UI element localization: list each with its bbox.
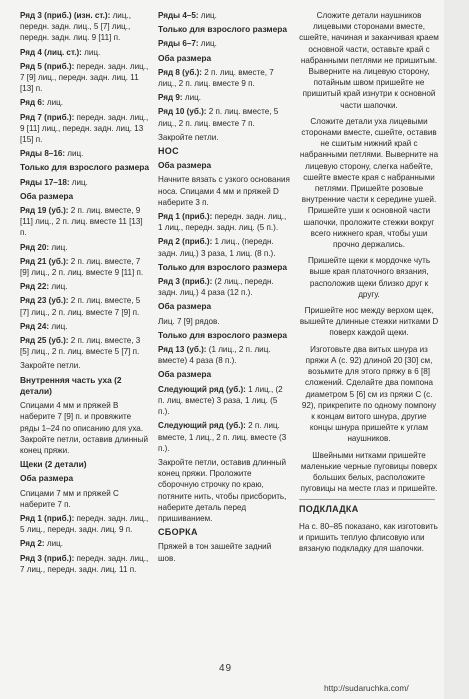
left-instruction (20, 295, 150, 317)
row-text: лиц. (49, 321, 68, 331)
assembly-paragraph: Сложите детали уха лицевыми сторонами вместе, сшейте, оставив не сшитым нижний край с набранными петлями. Выверните на лицевую сторону, слегка набейте, сшейте вместе края с набранными петлями. Пришейте розовые внутренние части к середине ушей. Пришейте уши к основной части шапочки, проложите стежки вокруг всего нижнего края, чтобы уши прочно держались. (299, 116, 439, 250)
column-left (20, 10, 150, 578)
row-text: 2 п. лиц. вместе, 3 [5] лиц., 2 п. лиц. вместе 5 [7] п. (20, 336, 141, 357)
middle-instruction (158, 10, 290, 21)
left-instruction (20, 400, 150, 456)
row-label: Ряд 25 (уб.): (20, 336, 69, 346)
row-label: Ряды 8–16: (20, 149, 66, 159)
middle-instruction (158, 344, 290, 366)
row-label: Ряд 20: (20, 242, 50, 252)
left-instruction (20, 538, 150, 549)
row-label: Ряд 3 (приб.) (изн. ст.): (20, 11, 111, 20)
assembly-instructions (299, 10, 439, 494)
row-text: лиц. (65, 149, 84, 159)
row-text: Закройте петли, оставив длинный конец пряжи. Проложите сборочную строчку по краю, потяните нить, чтобы присборить, наберите деталь перед пришиванием. (158, 457, 287, 523)
column-middle (158, 10, 290, 567)
row-label: Ряд 19 (уб.): (20, 206, 69, 216)
left-instruction (20, 242, 150, 253)
row-text: Закройте петли. (20, 361, 81, 371)
left-instruction (20, 112, 150, 146)
column-right (299, 10, 439, 559)
row-text: Спицами 7 мм и пряжей С наберите 7 п. (20, 488, 119, 509)
row-text: лиц., передн. задн. лиц., 5 [7] лиц., передн. задн. лиц. 9 [11] п. (20, 11, 131, 43)
left-instruction (20, 513, 150, 535)
left-subheading: Щеки (2 детали) (20, 459, 87, 470)
middle-instruction (158, 106, 290, 128)
left-instruction (20, 205, 150, 239)
row-text: лиц. (44, 539, 63, 549)
middle-instruction (158, 67, 290, 89)
middle-instruction (158, 211, 290, 233)
row-text: Лиц. 7 [9] рядов. (158, 316, 220, 326)
middle-subheading: Оба размера (158, 160, 212, 171)
left-instruction (20, 177, 150, 188)
left-subheading: Только для взрослого размера (20, 162, 150, 173)
row-label: Ряд 3 (приб.): (158, 277, 213, 287)
row-text: лиц. (182, 93, 201, 103)
row-label: Ряды 6–7: (158, 39, 199, 49)
row-label: Ряд 1 (приб.): (20, 513, 75, 523)
middle-instruction (158, 174, 290, 208)
row-label: Ряд 1 (приб.): (158, 212, 213, 222)
left-instruction (20, 10, 150, 44)
assembly-paragraph: Пришейте нос между верхом щек, вышейте длинные стежки нитками D поверх каждой щеки. (299, 306, 439, 338)
middle-instruction (158, 236, 290, 258)
row-label: Ряд 13 (уб.): (158, 345, 207, 355)
row-text: лиц. (198, 39, 217, 49)
row-label: Ряд 2 (приб.): (158, 237, 213, 247)
middle-instruction (158, 316, 290, 327)
left-instruction (20, 281, 150, 292)
row-label: Ряд 10 (уб.): (158, 107, 207, 117)
row-label: Следующий ряд (уб.): (158, 384, 246, 394)
row-text: передн. задн. лиц., 9 [11] лиц., передн. задн. лиц. 13 [15] п. (20, 112, 149, 145)
row-text: 2 п. лиц. вместе, 1 лиц., 2 п. лиц. вместе (3 п.). (158, 421, 287, 453)
row-label: Ряд 24: (20, 321, 50, 331)
row-text: передн. задн. лиц., 7 [9] лиц., передн. задн. лиц. 11 [13] п. (20, 61, 149, 94)
row-text: 2 п. лиц. вместе, 7 [9] лиц., 2 п. лиц. вместе 9 [11] п. (20, 256, 144, 278)
left-instruction (20, 335, 150, 357)
watermark-url: http://sudaruchka.com/ (324, 683, 409, 693)
assembly-paragraph: Пришейте щеки к мордочке чуть выше края платочного вязания, расположив щеки близко друг к другу. (307, 256, 431, 299)
middle-subheading: Только для взрослого размера (158, 261, 288, 272)
middle-subheading: Только для взрослого размера (158, 24, 288, 35)
middle-subheading: Только для взрослого размера (158, 329, 288, 340)
row-label: Ряды 4–5: (158, 11, 199, 20)
left-instruction (20, 256, 150, 278)
assembly-paragraph: Изготовьте два витых шнура из пряжи А (с. 92) длиной 20 [30] см, возьмите для этого пряжу в 6 [8] сложений. Сделайте два помпона диаметром 5 [6] см из пряжи С (с. 92), прикрепите по одному помпону к концам витого шнура, другие концы шнура пришейте к углам наушников. (301, 344, 437, 444)
row-text: лиц. (69, 177, 88, 187)
row-text: Начните вязать с узкого основания носа. Спицами 4 мм и пряжей D наберите 3 п. (158, 175, 290, 207)
page-gutter-shade (444, 0, 469, 699)
lining-text: На с. 80–85 показано, как изготовить и пришить теплую флисовую или вязаную подкладку для шапочки. (299, 521, 438, 553)
row-text: лиц. (81, 47, 101, 57)
row-text: Пряжей в тон зашейте задний шов. (158, 542, 272, 563)
row-text: 1 лиц., (передн. задн. лиц.) 3 раза, 1 лиц. (8 п.). (158, 237, 276, 258)
left-subheading: Оба размера (20, 473, 74, 484)
middle-subheading: Оба размера (158, 52, 212, 63)
left-instruction (20, 553, 150, 575)
row-label: Ряд 3 (приб.): (20, 553, 75, 563)
lining-heading: ПОДКЛАДКА (299, 504, 359, 515)
middle-instruction (158, 38, 290, 49)
middle-instruction (158, 384, 290, 418)
row-label: Ряды 17–18: (20, 177, 70, 187)
row-label: Ряд 21 (уб.): (20, 256, 69, 266)
row-text: Спицами 4 мм и пряжей В наберите 7 [9] п. и провяжите ряды 1–24 по описанию для уха. Закройте петли, оставив длинный конец пряжи. (20, 401, 148, 455)
row-text: передн. задн. лиц., 5 лиц., передн. задн. лиц. 9 п. (20, 513, 149, 535)
row-label: Ряд 8 (уб.): (158, 67, 202, 77)
row-label: Ряд 22: (20, 282, 50, 292)
row-text: лиц. (44, 98, 63, 108)
row-label: Следующий ряд (уб.): (158, 421, 246, 431)
middle-section-title: СБОРКА (158, 527, 198, 538)
row-text: (2 лиц., передн. задн. лиц.) 4 раза (12 п.). (158, 277, 274, 298)
left-instruction (20, 321, 150, 332)
left-instruction (20, 97, 150, 108)
row-label: Ряд 6: (20, 98, 45, 108)
middle-instruction (158, 276, 290, 298)
section-divider (299, 499, 435, 500)
row-label: Ряд 4 (лиц. ст.): (20, 47, 82, 57)
row-text: лиц. (49, 242, 68, 252)
row-label: Ряд 5 (приб.): (20, 61, 75, 71)
row-label: Ряд 7 (приб.): (20, 112, 75, 122)
row-label: Ряд 9: (158, 93, 183, 103)
middle-instruction (158, 457, 290, 524)
row-label: Ряд 23 (уб.): (20, 296, 69, 306)
row-text: 2 п. лиц. вместе, 9 [11] лиц., 2 п. лиц. вместе 11 [13] п. (20, 206, 143, 238)
row-text: лиц. (49, 282, 68, 292)
row-text: 2 п. лиц. вместе, 5 лиц., 2 п. лиц. вместе 7 п. (158, 107, 279, 128)
row-text: (1 лиц., 2 п. лиц. вместе) 4 раза (8 п.). (158, 345, 271, 366)
assembly-paragraph: Сложите детали наушников лицевыми сторонами вместе, сшейте, начиная и заканчивая краем основной части, оставьте край с набранными петлями не пришитым. Выверните на лицевую сторону, потайным швом пришейте не пришитый край изнутри к основной части шапочки. (299, 11, 439, 110)
row-label: Ряд 2: (20, 539, 45, 549)
assembly-paragraph: Швейными нитками пришейте маленькие черные пуговицы поверх больших белых, расположите пуговицы на месте глаз и пришейте. (300, 450, 438, 494)
middle-instruction (158, 420, 290, 454)
middle-instruction (158, 132, 290, 143)
middle-instruction (158, 541, 290, 563)
left-instruction (20, 47, 150, 58)
left-instruction (20, 488, 150, 510)
row-text: 1 лиц., (2 п. лиц. вместе) 3 раза, 1 лиц. (5 п.). (158, 384, 283, 417)
row-text: 2 п. лиц. вместе, 5 [7] лиц., 2 п. лиц. вместе 7 [9] п. (20, 296, 141, 317)
left-instruction (20, 360, 150, 371)
left-subheading: Внутренняя часть уха (2 детали) (20, 374, 122, 396)
left-subheading: Оба размера (20, 190, 74, 201)
middle-instruction (158, 92, 290, 103)
page-number: 49 (219, 663, 233, 674)
left-instruction (20, 148, 150, 159)
row-text: 2 п. лиц. вместе, 7 лиц., 2 п. лиц. вместе 9 п. (158, 67, 274, 89)
left-instruction (20, 61, 150, 95)
row-text: лиц. (198, 11, 217, 20)
middle-subheading: Оба размера (158, 301, 212, 312)
middle-section-title: НОС (158, 146, 179, 157)
row-text: передн. задн. лиц., 7 лиц., передн. задн. лиц. 11 п. (20, 553, 149, 574)
middle-subheading: Оба размера (158, 369, 212, 380)
row-text: передн. задн. лиц., 1 лиц., передн. задн. лиц. (5 п.). (158, 212, 287, 233)
row-text: Закройте петли. (158, 132, 219, 142)
